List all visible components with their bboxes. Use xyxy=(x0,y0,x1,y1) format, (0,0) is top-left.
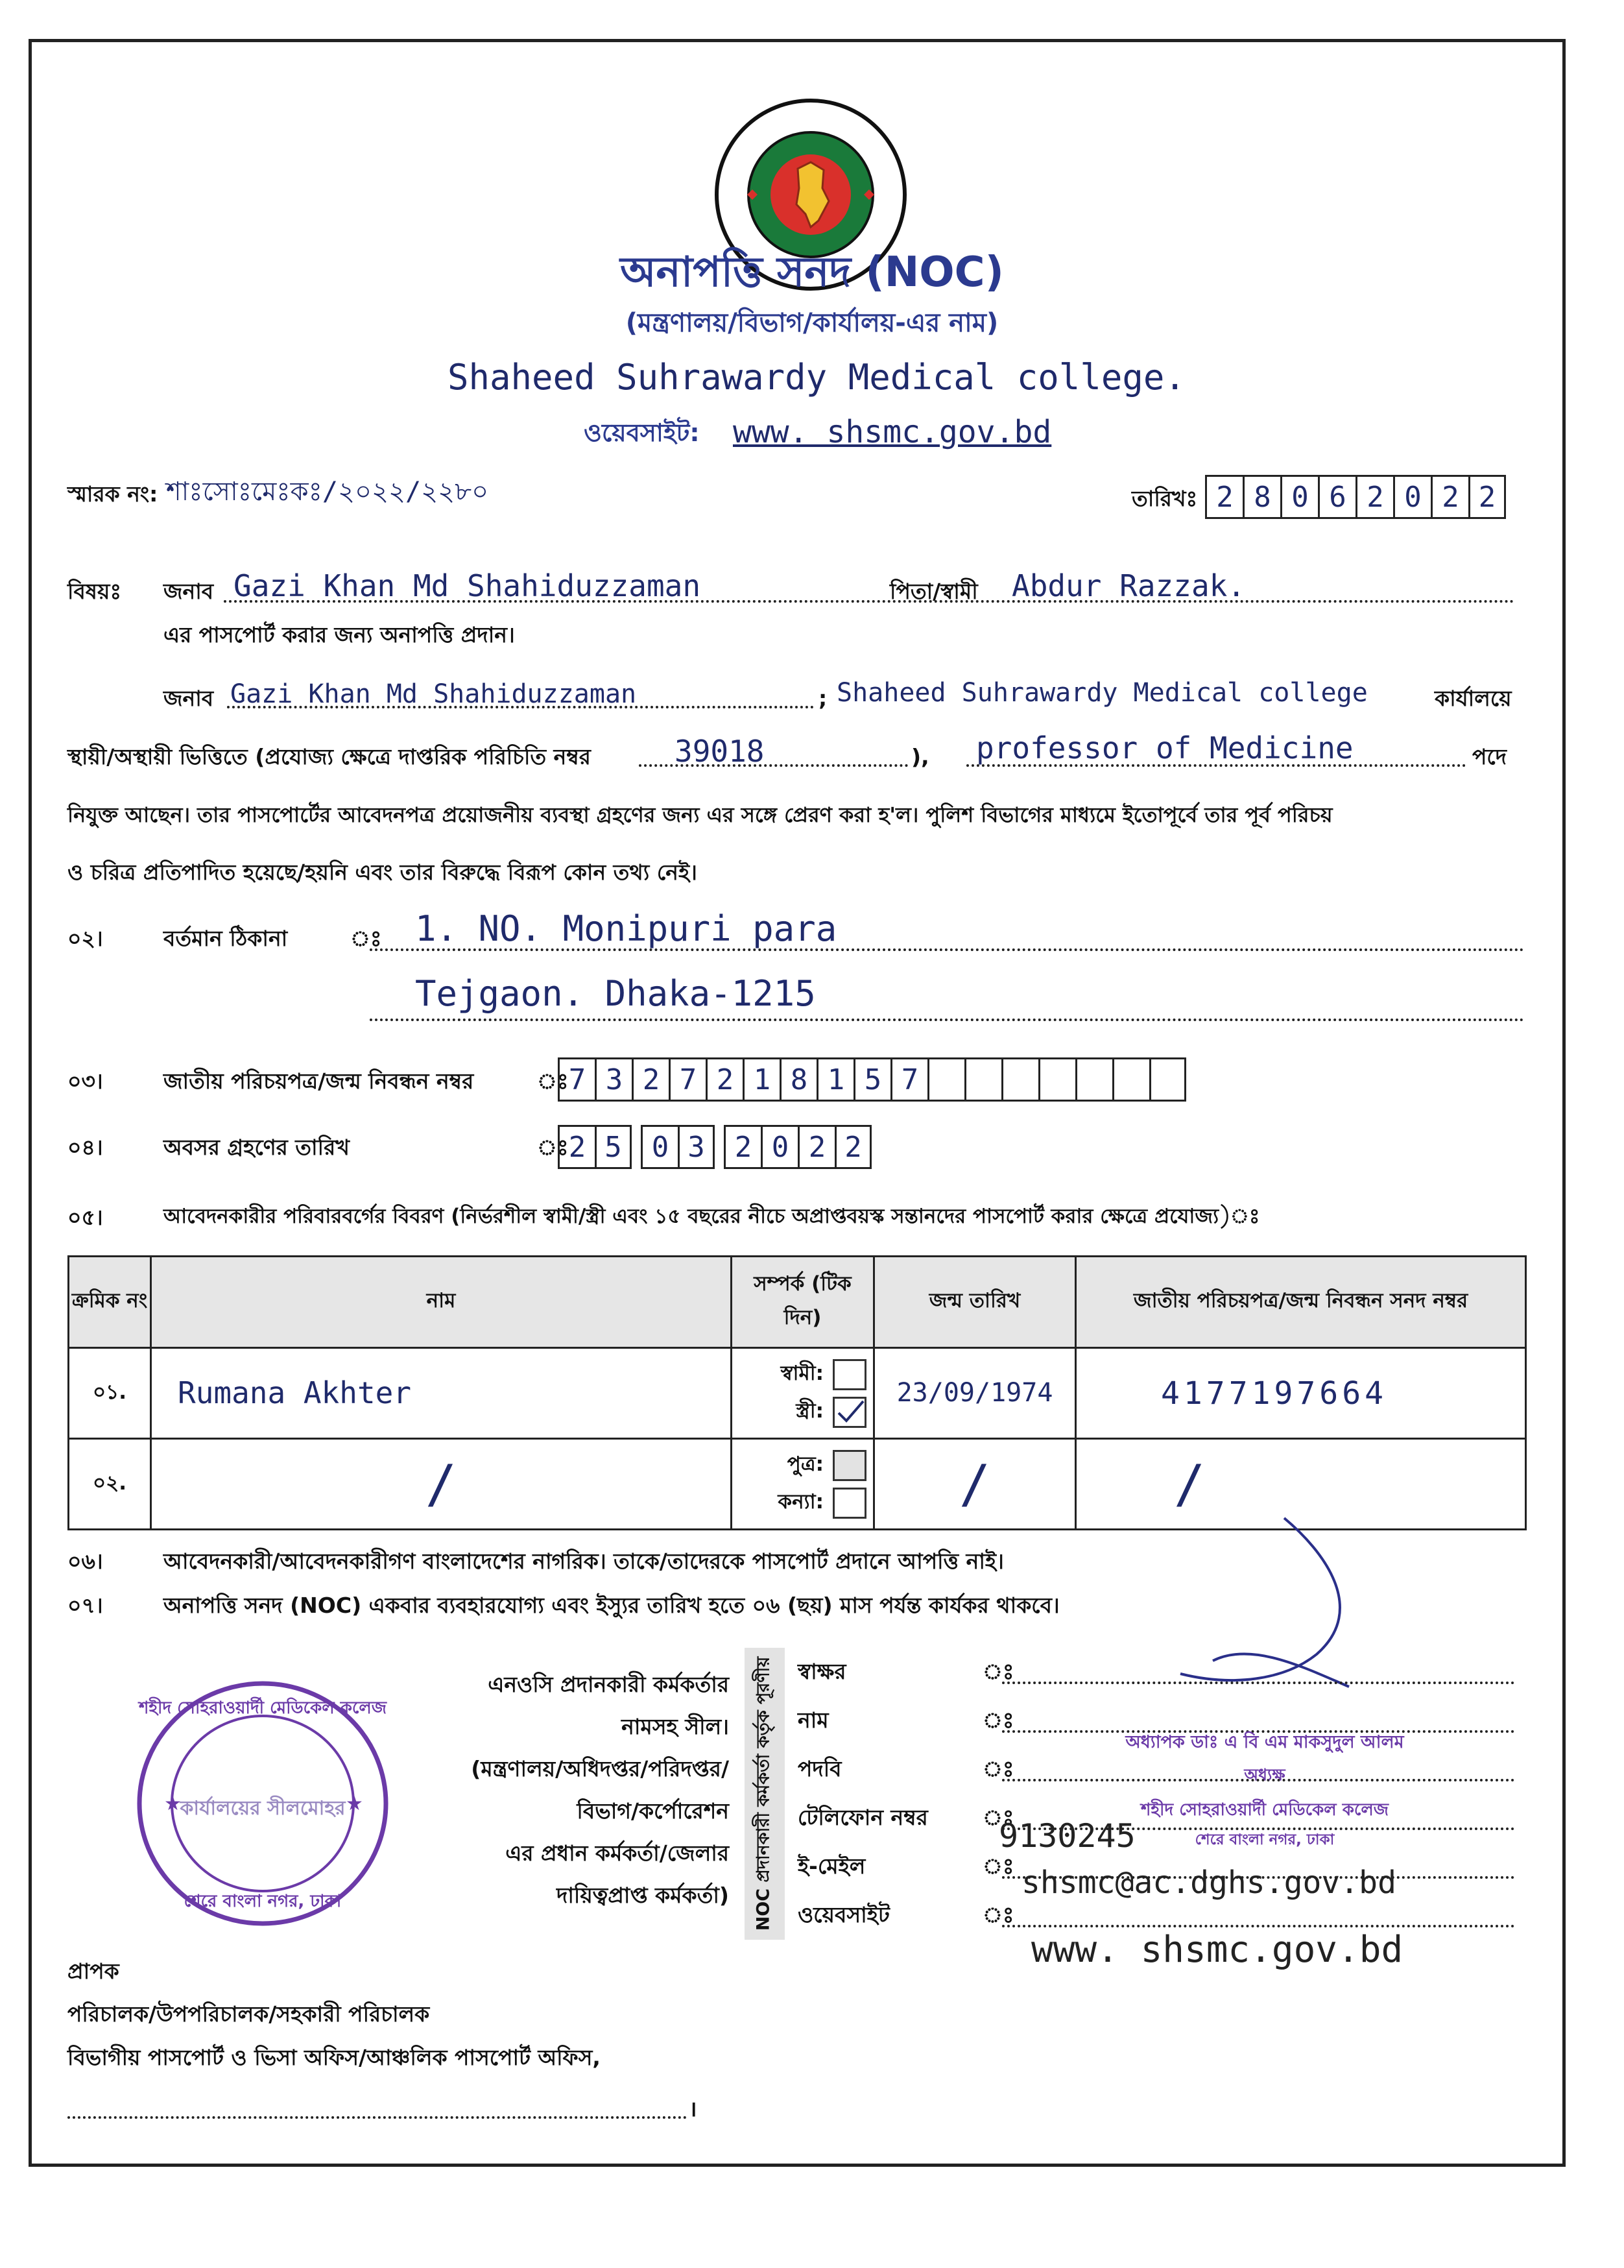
stamp-address: শেরে বাংলা নগর, ঢাকা xyxy=(1195,1831,1335,1848)
row-relation xyxy=(732,1439,874,1530)
retirement-day-digit: 2 xyxy=(558,1125,595,1169)
row-dob-value: / xyxy=(959,1453,991,1514)
field-email-colon: ঃ xyxy=(983,1853,1014,1879)
row-nid xyxy=(1076,1348,1526,1439)
note6-text: আবেদনকারী/আবেদনকারীগণ বাংলাদেশের নাগরিক। তাকে/তাদেরকে পাসপোর্ট প্রদানে আপত্তি নাই। xyxy=(163,1549,1004,1574)
issuer-line-3: (মন্ত্রণালয়/অধিদপ্তর/পরিদপ্তর/ xyxy=(471,1756,729,1781)
header-nid: জাতীয় পরিচয়পত্র/জন্ম নিবন্ধন সনদ নম্বর xyxy=(1076,1257,1526,1348)
item5-text: আবেদনকারীর পরিবারবর্গের বিবরণ (নির্ভরশীল স্বামী/স্ত্রী এবং ১৫ বছরের নীচে অপ্রাপ্তবয়স্ক সন্তানদের পাসপোর্ট করার ক্ষেত্রে প্রযোজ্য)ঃ xyxy=(163,1205,1260,1228)
date-digit: 2 xyxy=(1355,475,1393,519)
body-name-dots xyxy=(227,706,814,708)
body-id-dots xyxy=(639,764,908,767)
row-nid-value: / xyxy=(1174,1453,1206,1514)
note7-text: অনাপত্তি সনদ (NOC) একবার ব্যবহারযোগ্য এবং ইস্যুর তারিখ হতে ০৬ (ছয়) মাস পর্যন্ত কার্যকর থাকবে। xyxy=(163,1593,1060,1618)
item4-label: অবসর গ্রহণের তারিখ xyxy=(163,1135,350,1160)
date-digit: 2 xyxy=(1205,475,1243,519)
item2-colon: ঃ xyxy=(350,926,382,951)
row-serial: ০১. xyxy=(69,1348,151,1439)
date-boxes xyxy=(1205,475,1506,519)
memo-number: শাঃসোঃমেঃকঃ/২০২২/২২৮০ xyxy=(166,477,489,507)
date-digit: 6 xyxy=(1318,475,1355,519)
relation-husband-label: স্বামী: xyxy=(780,1361,824,1385)
recipient-line-1: প্রাপক xyxy=(67,1959,119,1984)
subject-father: Abdur Razzak. xyxy=(1012,568,1246,603)
document-title: অনাপত্তি সনদ (NOC) xyxy=(620,248,1004,296)
field-designation-label: পদবি xyxy=(798,1756,842,1781)
address-dots-2 xyxy=(370,1019,1524,1021)
field-name-label: নাম xyxy=(798,1707,829,1733)
nid-digit: 1 xyxy=(743,1057,780,1102)
row-relation xyxy=(732,1348,874,1439)
nid-boxes xyxy=(558,1057,1186,1102)
son-checkbox[interactable] xyxy=(833,1450,866,1481)
retirement-year-digit: 2 xyxy=(835,1125,872,1169)
row-dob xyxy=(874,1348,1076,1439)
body-line3: নিযুক্ত আছেন। তার পাসপোর্টের আবেদনপত্র প্রয়োজনীয় ব্যবস্থা গ্রহণের জন্য এর সঙ্গে প্রেরণ করা হ'ল। পুলিশ বিভাগের মাধ্যমে ইতোপূর্বে তার পূর্ব পরিচয় xyxy=(67,802,1333,827)
nid-digit: 7 xyxy=(558,1057,595,1102)
field-signature-label: স্বাক্ষর xyxy=(798,1659,846,1684)
field-website-label: ওয়েবসাইট xyxy=(798,1902,890,1927)
issuer-line-4: বিভাগ/কর্পোরেশন xyxy=(577,1798,729,1824)
recipient-line-3: বিভাগীয় পাসপোর্ট ও ভিসা অফিস/আঞ্চলিক পাসপোর্ট অফিস, xyxy=(67,2045,601,2070)
round-seal-inner-text: কার্যালয়ের সীলমোহর xyxy=(180,1797,346,1820)
svg-text:★: ★ xyxy=(346,1792,363,1815)
issuer-line-5: এর প্রধান কর্মকর্তা/জেলার xyxy=(505,1840,729,1866)
date-digit: 0 xyxy=(1280,475,1318,519)
retirement-year-digit: 2 xyxy=(724,1125,761,1169)
item2-number: ০২। xyxy=(67,926,103,951)
issuer-line-1: এনওসি প্রদানকারী কর্মকর্তার xyxy=(488,1672,729,1697)
body-name: Gazi Khan Md Shahiduzzaman xyxy=(230,679,637,709)
address-dots-1 xyxy=(370,948,1524,951)
relation-son-label: পুত্র: xyxy=(787,1452,824,1476)
field-signature-dots xyxy=(1002,1682,1514,1684)
item3-colon: ঃ xyxy=(537,1068,569,1094)
email-value: shsmc@ac.dghs.gov.bd xyxy=(1021,1864,1396,1901)
row-serial: ০২. xyxy=(69,1439,151,1530)
office-round-seal xyxy=(133,1674,392,1933)
note7-number: ০৭। xyxy=(67,1593,103,1618)
office-name: Shaheed Suhrawardy Medical college. xyxy=(448,357,1186,398)
nid-digit xyxy=(964,1057,1001,1102)
recipient-line-end: । xyxy=(689,2096,697,2121)
note6-number: ০৬। xyxy=(67,1549,103,1574)
field-website-colon: ঃ xyxy=(983,1902,1014,1927)
body-id-number: 39018 xyxy=(675,734,765,769)
header-name: নাম xyxy=(151,1257,732,1348)
issuer-line-6: দায়িত্বপ্রাপ্ত কর্মকর্তা) xyxy=(556,1883,729,1908)
retirement-date-boxes xyxy=(558,1125,881,1169)
round-seal-outer-text: শহীদ সোহরাওয়ার্দী মেডিকেল কলেজ xyxy=(139,1698,387,1718)
stamp-officer-title: অধ্যক্ষ xyxy=(1244,1765,1285,1784)
husband-checkbox[interactable] xyxy=(833,1359,866,1390)
date-digit: 2 xyxy=(1468,475,1506,519)
nid-digit: 2 xyxy=(706,1057,743,1102)
phone-value: 9130245 xyxy=(999,1817,1136,1855)
subject-dots xyxy=(224,600,1514,603)
field-designation-colon: ঃ xyxy=(983,1756,1014,1781)
wife-checkbox[interactable] xyxy=(833,1397,866,1428)
field-website-dots xyxy=(1002,1925,1514,1927)
item2-label: বর্তমান ঠিকানা xyxy=(163,926,288,951)
retirement-year-digit: 2 xyxy=(798,1125,835,1169)
nid-digit xyxy=(1112,1057,1149,1102)
field-phone-label: টেলিফোন নম্বর xyxy=(798,1805,928,1830)
nid-digit: 3 xyxy=(595,1057,632,1102)
body-sep: ; xyxy=(818,686,828,711)
relation-wife-label: স্ত্রী: xyxy=(796,1399,824,1423)
retirement-year-digit: 0 xyxy=(761,1125,798,1169)
recipient-line-2: পরিচালক/উপপরিচালক/সহকারী পরিচালক xyxy=(67,2001,430,2027)
nid-digit xyxy=(1149,1057,1186,1102)
field-email-label: ই-মেইল xyxy=(798,1853,866,1879)
body-post-dots xyxy=(966,764,1466,767)
item5-number: ০৫। xyxy=(67,1205,103,1230)
item3-number: ০৩। xyxy=(67,1068,103,1094)
row-name-value: / xyxy=(425,1453,457,1514)
row-nid-value: 4177197664 xyxy=(1161,1375,1387,1412)
header-dob: জন্ম তারিখ xyxy=(874,1257,1076,1348)
field-phone-colon: ঃ xyxy=(983,1805,1014,1830)
body-office-suffix: কার্যালয়ে xyxy=(1435,686,1512,711)
issuer-line-2: নামসহ সীল। xyxy=(621,1714,729,1739)
field-name-colon: ঃ xyxy=(983,1707,1014,1733)
side-label: NOC প্রদানকারী কর্মকর্তা কর্তৃক পূরণীয় xyxy=(753,1656,774,1931)
body-line2-text: স্থায়ী/অস্থায়ী ভিত্তিতে (প্রযোজ্য ক্ষেত্রে দাপ্তরিক পরিচিতি নম্বর xyxy=(67,744,591,769)
body-post-suffix: পদে xyxy=(1472,744,1507,769)
row-dob-value: 23/09/1974 xyxy=(896,1378,1053,1408)
row-name xyxy=(151,1348,732,1439)
website-handwritten: www. shsmc.gov.bd xyxy=(1031,1929,1403,1971)
check-mark-icon xyxy=(835,1399,865,1426)
row-name xyxy=(151,1439,732,1530)
daughter-checkbox[interactable] xyxy=(833,1488,866,1519)
family-table xyxy=(67,1255,1527,1530)
address-line1: 1. NO. Monipuri para xyxy=(415,908,837,949)
side-label-box xyxy=(745,1648,785,1940)
nid-digit: 5 xyxy=(854,1057,890,1102)
subject-label: বিষয়ঃ xyxy=(67,579,122,604)
website-label: ওয়েবসাইট: xyxy=(584,418,700,447)
round-seal-bottom-text: শেরে বাংলা নগর, ঢাকা xyxy=(184,1892,342,1911)
subject-father-label: পিতা/স্বামী xyxy=(890,579,978,604)
stamp-organization: শহীদ সোহরাওয়ার্দী মেডিকেল কলেজ xyxy=(1141,1800,1389,1820)
date-label: তারিখঃ xyxy=(1132,486,1198,511)
item3-label: জাতীয় পরিচয়পত্র/জন্ম নিবন্ধন নম্বর xyxy=(163,1068,474,1094)
date-digit: 0 xyxy=(1393,475,1431,519)
svg-text:★: ★ xyxy=(164,1792,182,1815)
item4-number: ০৪। xyxy=(67,1135,103,1160)
item4-colon: ঃ xyxy=(537,1135,569,1160)
table-header-row xyxy=(69,1257,1526,1348)
date-digit: 8 xyxy=(1243,475,1280,519)
relation-daughter-label: কন্যা: xyxy=(778,1490,824,1514)
retirement-month-digit: 3 xyxy=(678,1125,715,1169)
date-digit: 2 xyxy=(1431,475,1468,519)
nid-digit xyxy=(927,1057,964,1102)
website-value: www. shsmc.gov.bd xyxy=(733,414,1052,450)
recipient-dots xyxy=(67,2116,687,2119)
nid-digit xyxy=(1001,1057,1038,1102)
retirement-month-digit: 0 xyxy=(641,1125,678,1169)
stamp-officer-name: অধ্যাপক ডাঃ এ বি এম মাকসুদুল আলম xyxy=(1125,1732,1404,1752)
nid-digit: 7 xyxy=(669,1057,706,1102)
nid-digit xyxy=(1038,1057,1075,1102)
row-dob xyxy=(874,1439,1076,1530)
nid-digit: 8 xyxy=(780,1057,817,1102)
body-id-close: ), xyxy=(911,744,929,769)
body-office: Shaheed Suhrawardy Medical college xyxy=(837,678,1368,708)
body-line4: ও চরিত্র প্রতিপাদিত হয়েছে/হয়নি এবং তার বিরুদ্ধে বিরূপ কোন তথ্য নেই। xyxy=(67,860,697,885)
subject-name: Gazi Khan Md Shahiduzzaman xyxy=(233,568,701,603)
header-relation: সম্পর্ক (টিক দিন) xyxy=(732,1257,874,1348)
retirement-day-digit: 5 xyxy=(595,1125,632,1169)
address-line2: Tejgaon. Dhaka-1215 xyxy=(415,973,816,1014)
signature-scribble-icon xyxy=(1154,1512,1388,1700)
nid-digit: 1 xyxy=(817,1057,854,1102)
subject-prefix: জনাব xyxy=(163,579,214,604)
header-serial: ক্রমিক নং xyxy=(69,1257,151,1348)
nid-digit xyxy=(1075,1057,1112,1102)
nid-digit: 2 xyxy=(632,1057,669,1102)
subject-line2: এর পাসপোর্ট করার জন্য অনাপত্তি প্রদান। xyxy=(163,622,515,647)
document-subtitle: (মন্ত্রণালয়/বিভাগ/কার্যালয়-এর নাম) xyxy=(625,308,999,338)
row-name-value: Rumana Akhter xyxy=(178,1375,412,1410)
memo-label: স্মারক নং: xyxy=(67,481,158,507)
body-prefix: জনাব xyxy=(163,686,214,711)
field-signature-colon: ঃ xyxy=(983,1659,1014,1684)
nid-digit: 7 xyxy=(890,1057,927,1102)
body-post: professor of Medicine xyxy=(976,730,1354,766)
table-row xyxy=(69,1348,1526,1439)
